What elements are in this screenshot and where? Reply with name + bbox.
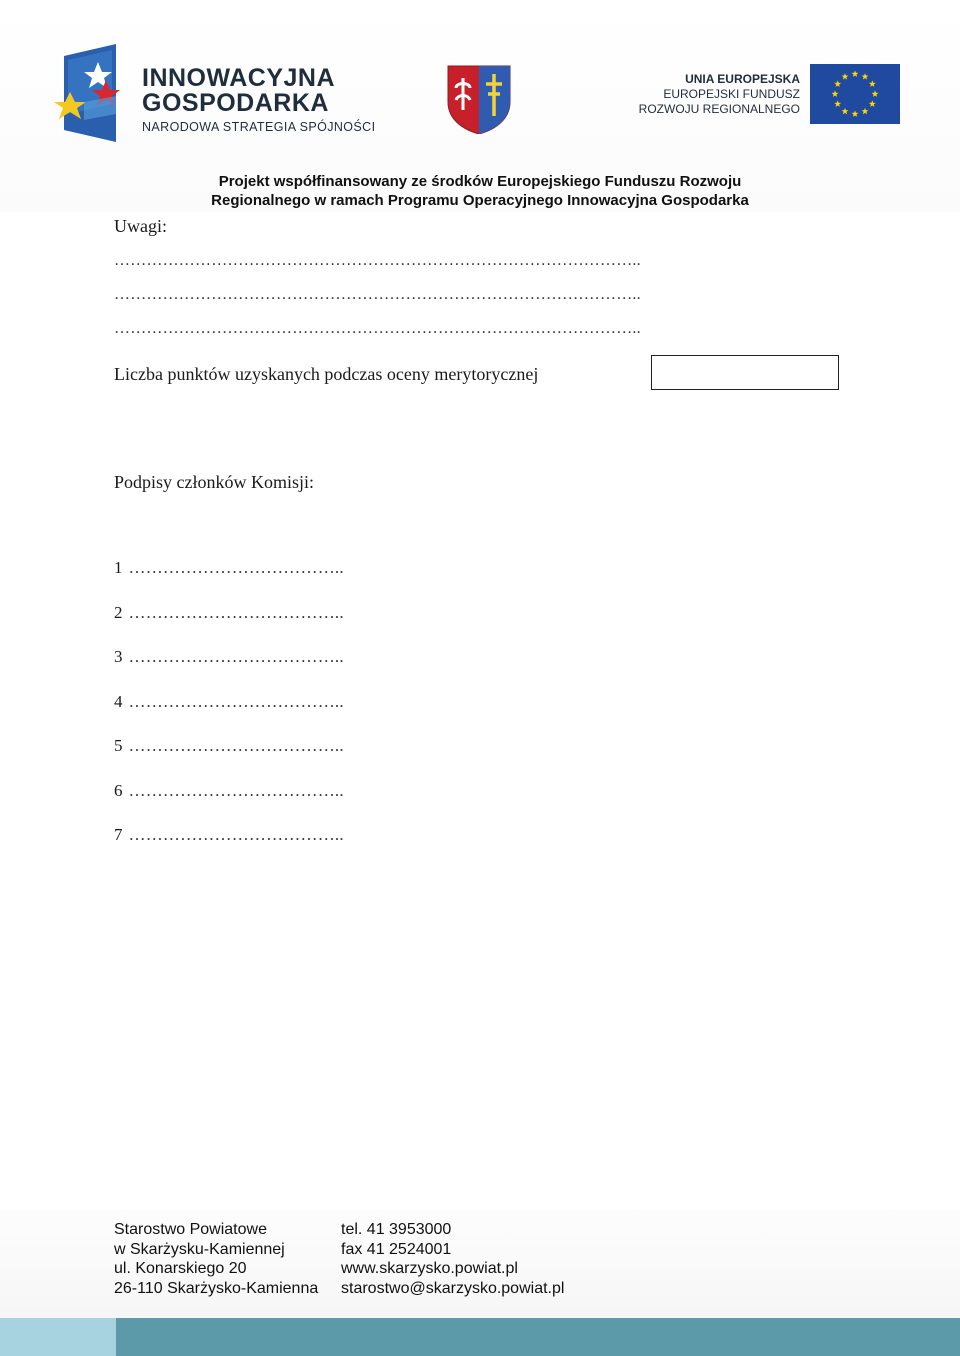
eu-line-3: ROZWOJU REGIONALNEGO — [638, 102, 800, 116]
remarks-label: Uwagi: — [114, 216, 167, 236]
signature-line[interactable] — [114, 736, 344, 756]
signature-line[interactable] — [114, 647, 344, 667]
footer-address-line: ul. Konarskiego 20 — [114, 1260, 247, 1277]
logo-line-3: NARODOWA STRATEGIA SPÓJNOŚCI — [142, 120, 376, 134]
score-label: Liczba punktów uzyskanych podczas oceny merytorycznej — [114, 364, 539, 384]
footer-email-link[interactable]: starostwo@skarzysko.powiat.pl — [341, 1279, 565, 1297]
coat-of-arms-icon — [446, 64, 512, 134]
footer-address-line: w Skarżysku-Kamiennej — [114, 1240, 285, 1258]
footer-address-line: 26-110 Skarżysko-Kamienna — [114, 1279, 319, 1297]
score-field[interactable] — [651, 355, 839, 390]
signature-number: 2 — [114, 603, 123, 622]
innowacyjna-gospodarka-wordmark — [142, 66, 375, 136]
signature-dots: ……………………………….. — [128, 781, 344, 800]
signature-dots: ……………………………….. — [128, 736, 344, 755]
signature-line[interactable] — [114, 692, 344, 712]
project-line-2: Regionalnego w ramach Programu Operacyjnego Innowacyjna Gospodarka — [211, 192, 749, 209]
signature-number: 7 — [114, 825, 123, 844]
footer-phone: tel. 41 3953000 — [341, 1221, 452, 1238]
logo-line-1: INNOWACYJNA — [142, 64, 336, 92]
eu-line-1: UNIA EUROPEJSKA — [685, 72, 800, 86]
signature-dots: ……………………………….. — [128, 692, 344, 711]
signature-number: 5 — [114, 736, 123, 755]
signature-line[interactable] — [114, 558, 344, 578]
signature-dots: ……………………………….. — [128, 603, 344, 622]
signature-dots: ……………………………….. — [128, 647, 344, 666]
remarks-line-3[interactable]: …………………………………………………………………………………….. — [114, 320, 641, 337]
signature-dots: ……………………………….. — [128, 558, 344, 577]
eu-wordmark — [600, 72, 800, 117]
footer-bar-light — [0, 1318, 116, 1356]
project-line-1: Projekt współfinansowany ze środków Europejskiego Funduszu Rozwoju — [218, 173, 742, 190]
signatures-label: Podpisy członków Komisji: — [114, 472, 315, 492]
signature-number: 1 — [114, 558, 123, 577]
footer-address — [114, 1220, 318, 1298]
innowacyjna-gospodarka-logo-icon — [54, 44, 144, 146]
signature-number: 3 — [114, 647, 123, 666]
footer-fax: fax 41 2524001 — [341, 1240, 452, 1258]
remarks-line-2[interactable]: …………………………………………………………………………………….. — [114, 286, 641, 303]
footer-contact — [341, 1220, 564, 1298]
footer-website-link[interactable]: www.skarzysko.powiat.pl — [341, 1260, 518, 1277]
signature-number: 6 — [114, 781, 123, 800]
logo-line-2: GOSPODARKA — [142, 89, 329, 117]
signature-line[interactable] — [114, 781, 344, 801]
footer-bar-dark — [116, 1318, 960, 1356]
signature-dots: ……………………………….. — [128, 825, 344, 844]
eu-line-2: EUROPEJSKI FUNDUSZ — [663, 87, 800, 101]
project-cofinancing-note — [160, 172, 800, 210]
signature-line[interactable] — [114, 825, 344, 845]
footer-address-line: Starostwo Powiatowe — [114, 1221, 267, 1238]
eu-flag-icon — [810, 64, 900, 124]
signature-line[interactable] — [114, 603, 344, 623]
signature-number: 4 — [114, 692, 123, 711]
remarks-line-1[interactable]: …………………………………………………………………………………….. — [114, 252, 641, 269]
